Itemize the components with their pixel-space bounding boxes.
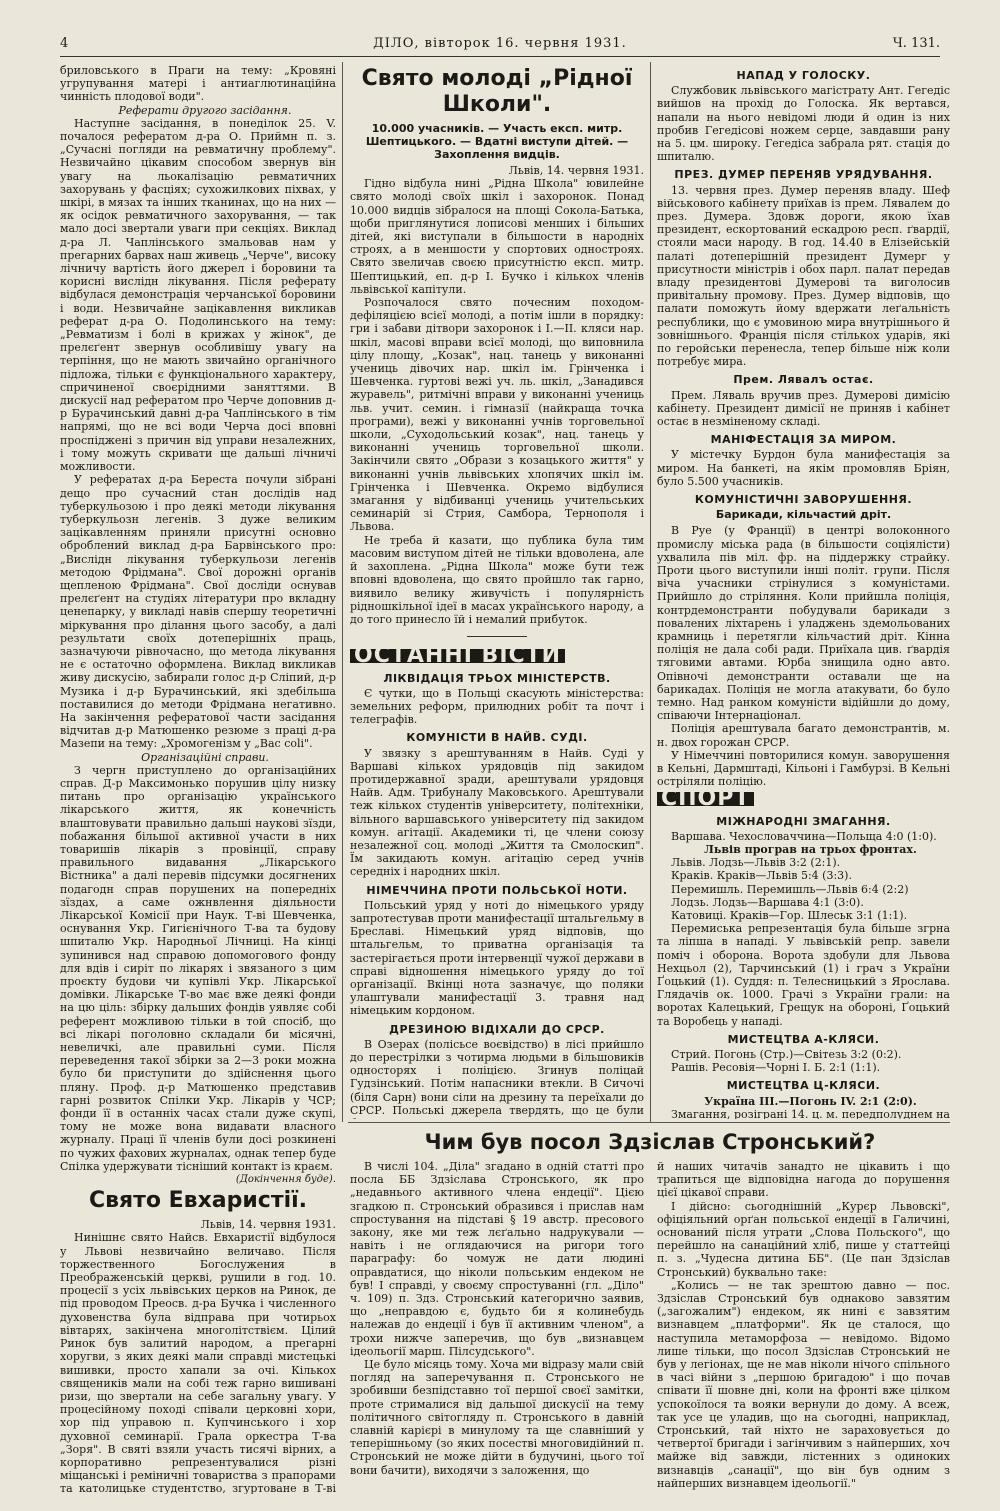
last-news-title: ОСТАННІ ВІСТИ <box>350 649 565 662</box>
bottom-para-5: „Колись — не так зрештою давно — пос. Здзіслав Стронський був однаково завзятим („загожалим") ендеком, як нині є завзятим визнавцем „платформи". Як це сталося, що наступила метаморфоза — невідомо. Відомо лише тільки, що посол Здзіслав Стронський не був у легіонах, ще не мав ніколи нічого спільного в часі війни з „першою бригадою" і що почав співати її шовне дні, коли на фронті вже цілком успокоїлося та вояки вернули до дому. А всеж, так усе це уладив, що на сьогодні, наприклад, Стронський, тай ніхто не зараховується до четвертої бригади і загінчивим з найперших, хоч майже від завжди, лістенних з одиноких визнавців „санації", що він був одним з найперших визнавцем ідеольогії." <box>657 1278 950 1490</box>
champ-a-title: МИСТЕЦТВА А-КЛЯСИ. <box>727 1032 880 1046</box>
masthead-title: ДІЛО, вівторок 16. червня 1931. <box>373 36 627 51</box>
right-item-3-title: Прем. Лявалъ остає. <box>733 373 874 387</box>
bottom-para-1: В числі 104. „Діла" згадано в одній статті про посла ББ Здзіслава Стронського, як про „недавнього активного члена ендеції". Цією згадкою п. Стронський образився і прислав нам спростування на підставі § 19 австр. пресового закону, яке ми теж лєґально надрукували — навіть і не оглядаючися на ригори того параграфу: бо чомуж не дати людині оправдатися, що ніколи польським ендеком не був! І справді, у своєму спростуванні (гл. „Діло" ч. 109) п. Здз. Стронський категорично заявив, що „неправдою є, будьто би я колинебудь належав до ендеції і був її активним членом", а трохи нижче заперечив, що був „визнавцем ідеольогії марш. Пілсудського". <box>350 1160 644 1358</box>
bottom-col-2 <box>657 1160 950 1495</box>
masthead <box>60 34 940 57</box>
eucharist-dateline: Львів, 14. червня 1931. <box>200 1218 336 1232</box>
divider <box>350 629 644 642</box>
sport-line: Перемишль. Перемишль—Львів 6:4 (2:2) <box>671 882 909 896</box>
column-rule-1 <box>342 62 343 1122</box>
school-fest-title: Свято молоді „Рідної Школи". <box>361 66 633 117</box>
news-3-text: Польський уряд у ноті до німецького уряду запротестував проти манифестації штальгельму в Бреславі. Німецький уряд відповів, що штальгельм, то приватна організація та застерігається проти інтервенції чужої держави в справі відношення німецького уряду до тої організації. Вкінці нота зазначує, що поляки улаштували манифестації 3. травня над німецьким кордоном. <box>350 898 644 1018</box>
champ-a-line: Рашів. Ресовія—Чорні І. Б. 2:1 (1:1). <box>671 1061 881 1075</box>
congress-subheading: Реферати другого засідання. <box>118 103 292 117</box>
champ-a-line: Стрий. Погонь (Стр.)—Світезь 3:2 (0:2). <box>671 1048 902 1062</box>
sport-title: СПОРТ <box>657 792 754 805</box>
news-4-text: В Озерах (полісьсе воєвідство) в лісі прийшло до перестрілки з чотирма людьми в більшовиків односторях і поліцією. Згинув поліцай Гудзінський. Потім напасники втекли. В Сичочі (біля Сарн) вони сіли на дрезину та переїхали до СРСР. Польські джерела твердять, що це були <box>350 1037 644 1117</box>
middle-column <box>350 64 644 1119</box>
issue-number: Ч. 131. <box>892 36 940 51</box>
to-be-continued: (Докінчення буде). <box>235 1174 336 1186</box>
right-item-4-text: У містечку Бурдон була манифестація за миром. На банкеті, на якім промовляв Бріян, було 5.500 учасників. <box>657 448 950 488</box>
news-1-text: Є чутки, що в Польщі скасують міністерства: земельних реформ, прилюдних робіт та почт і телеграфів. <box>350 686 644 727</box>
sport-line: Варшава. Чехословаччина—Польща 4:0 (1:0). <box>671 829 937 843</box>
bottom-article-title: Чим був посол Здзіслав Стронський? <box>424 1130 876 1154</box>
sport-line: Львів програв на трьох фронтах. <box>704 842 917 856</box>
news-2-text: У звязку з арештуванням в Найв. Суді у Варшаві кількох урядовців під закидом протидержавної зради, арештували урядовця Найв. Адм. Трибуналу Маковського. Арештували теж кількох студентів університету, політехніки, вільного варшавського університету під закидом комун. агітації. Академики ті, це члени союзу незалежної соц. молоді „Життя та Смолоскип". Їм закидають комун. агітацію серед учнів середніх і народних шкіл. <box>350 746 644 879</box>
right-item-1-title: НАПАД У ГОЛОСКУ. <box>736 69 871 82</box>
sport-header <box>657 786 950 812</box>
congress-para-3: З чергн приступлено до організаційних справ. Д-р Максимонько порушив цілу низку питань про організацію українського лікарського життя, як конечність влаштовувати правильно дальші наукові зїзди, побажання більшої активної участи в них товаришів лікарів з провінції, справу правильного видавання „Лікарського Вістника" а далі перевів підсумки досягнених подагодн справ порушених на попередніх зїздах, а саме ожнвлення діяльности Лікарської Комісії при Наук. Т-ві Шевченка, оснування Укр. Гигієнічного Т-ва та будову шпиталю Укр. Народньої Лічниці. На кінці зупинився над справою допомогового фонду для вдів і сиріт по лікарях і звязаного з цим проєкту будови чи купівлі Укр. Лікарської домівки. Лікарське Т-во має вже деякі фонди на цю ціль: збірку дальших фондів уявляє собі референт можливою тільки в той спосіб, що всі лікарі поголовно складали би місячні, невеличкі, але правильні суми. Після переведення такої збірки за 2—3 роки можна було би приступити до здійснення цього пляну. Проф. д-р Матюшенко представив гарні розвиток Спілки Укр. Лікарів у ЧСР; фонди її в останніх часах стали дуже скупі, тому не може вона видавати власного журналу. Праці її членів були досі розкинені по чужих фахових журналах, однак тепер буде Спілка удержувати тісніший контакт із краєм. <box>60 763 336 1173</box>
right-column <box>657 64 950 1119</box>
school-fest-para-2: Розпочалося свято почесним походом-дефіляцією всієї молоді, а потім ішли в порядку: гри і забави дітвори захоронок і І.—ІІ. кляси нар. шкіл, масові вправи всієї молоді, що виповнила цілу площу, „Козак", нац. танець у виконанні учениць дівочих нар. шкіл ім. Грінченка і Шевченка. гуртові вежі уч. ль. шкіл, „Занадився журавель", ритмічні вправи у виконанні учениць льв. учит. семин. і гімназії (найкраща точка програми), вежі у виконанні учнів торговельної школи, „Суходольський козак", нац. танець у виконанні учениць торговельної школи. Закінчили свято „Образи з козацького життя" у виконанні учнів львівських хлопячих шкіл ім. Грінченка і Шевченка. Окремо відбулися змагання у відбиванці учениць учительських семинарій зі Стрия, Самбора, Тернополя і Львова. <box>350 296 644 534</box>
eucharist-text: Нинішнє свято Найсв. Евхаристії відбулося у Львові незвичайно величаво. Після торжественного Богослужения в Преображенській церкві, рушили в год. 10. процесії з усіх львівських церков на Ринок, де під проводом Преосв. д-ра Бучка і численного духовенства була відправа при чотирьох вівтарях, закінчена многолітствієм. Цілий Ринок був залитий народом, а прегарні хоругви, з яких деякі мали справді мистецькі вишивки, просто хапали за очі. Кількох священиків мали на собі теж гарно вишивані ризи, що звертали на себе загальну увагу. У процесійному поході співали церковні хори, хор під управою п. Купчинського і хор духовної семинарії. Грала оркестра Т-ва „Зоря". В святі взяли участь тисячі вірних, а корпоративно репрезентувалися різні міщанські і реміничні товариства з прапорами та католицьке студентство, згуртоване в Т-ві <box>60 1231 336 1494</box>
sport-line: Львів. Лодзь—Львів 3:2 (2:1). <box>671 856 841 870</box>
right-item-7-text: У Німеччині повторилися комун. заворушення в Кельні, Дармштаді, Кільоні і Гамбурзі. В Кельні остріляли поліцію. <box>657 748 950 789</box>
school-fest-para-1: Гідно відбула нині „Рідна Школа" ювилейне свято молоді своїх шкіл і захоронок. Понад 10.000 видців зібралося на площі Сокола-Батька, щоби приглянутися лописові менших і більших дітей, які виступали в більшости в народніх строях, а в меншости у спортових одностроях. Свято звеличав своєю присутністю експ. митр. Шептицький, еп. д-р І. Бучко і кількох членів львівської капітули. <box>350 177 644 296</box>
bottom-article-rule <box>348 1122 950 1123</box>
news-3-title: НІМЕЧЧИНА ПРОТИ ПОЛЬСЬКОЇ НОТИ. <box>366 883 628 897</box>
right-item-2-title: ПРЕЗ. ДУМЕР ПЕРЕНЯВ УРЯДУВАННЯ. <box>674 168 933 182</box>
bottom-para-4: І дійсно: сьогоднішній „Курєр Львовскі", офіціяльний орґан польської ендеції в Галичині, оснований після утрати „Слова Польского", що перейшло на санаційний хліб, пише у статтейці п. з. „Чудесна дитина ББ". (Це пан Здзіслав Стронський) буквально таке: <box>657 1199 950 1279</box>
column-rule-2 <box>650 62 651 1122</box>
congress-intro: бриловського в Праги на тему: „Кровяні угрупування матері і антиаглютинаційна чинність плодової води". <box>60 64 336 104</box>
org-heading: Організаційні справи. <box>141 750 269 764</box>
last-news-header <box>350 643 644 669</box>
school-fest-para-3: Не треба й казати, що публика була тим масовим виступом дітей не тільки вдоволена, але й захоплена. „Рідна Школа" може бути теж вповні вдоволена, що свято пройшло так гарно, виявило велику живучість і популярність рідношкільної ідеї в масах українського народу, а до того принесло їй і немалий прибуток. <box>350 533 644 626</box>
left-column <box>60 64 336 1494</box>
right-item-4-title: МАНІФЕСТАЦІЯ ЗА МИРОМ. <box>710 433 897 447</box>
right-item-1-text: Службовик львівського магістрату Ант. Гегедіс вийшов на прохід до Голоска. Як вертався, напали на нього невідомі люди й один із них пробив Гегедісові ножем серце, завдавши рану на 5. цм. широку. Гегедіса забрала рят. стація до шпиталю. <box>657 84 950 164</box>
sport-line: Катовиці. Краків—Гор. Шлеськ 3:1 (1:1). <box>671 908 908 922</box>
bottom-para-2: Це було місяць тому. Хоча ми відразу мали свій погляд на заперечування п. Стронського не зробивши безпідставно тої першої своєї замітки, проте стрималися від дальшої дискусії на тему політичного світогляду п. Стронського в давній славній карієрі в минулому та ще славніший у теперішньому (зо яких посестві многовидійний п. Стронський не може дійти в будучині, цього тої вони бачити), виходячи з заложення, що <box>350 1358 644 1477</box>
congress-para-1: Наступне засідання, в понеділок 25. V. почалося рефератом д-ра О. Приймн п. з. „Сучасні погляди на ревматичну проблему". Незвичайно цікавим способом звернув він увагу на льокалізацію ревматичних захорувань у фасціях; сухожилкових піхвах, у шкірі, в мязах та інших тканинах, що на них — як осідок ревматичного захорування, — так мало досі звертали уваги при секціях. Виклад д-ра Л. Чаплінського змальовав нам у прегарних барвах наш живець „Черче", високу лічничу вартість його джерел і боровини та корисні вислідн лікування. Після реферату відбулася демонстрація черчанської боровини і води. Незвичайне зацікавлення викликав реферат д-ра О. Подолинського на тему: „Ревматизм і болі в крижах у жінок", де прелєґент звернув особливішу увагу на терпіння, що не мають звичайно органічного підложа, тільки є функціонального характеру, спричиненої своєрідними заняттями. В дискусії над рефератом про Черче доповнив д-р Бурачинський давні д-ра Чаплінського в тім напрямі, що не всі води Черча досі вповні проспіджені з причин від управи незалежних, і тому можуть скривати ще дальші лічничі можливости. <box>60 116 336 474</box>
news-4-title: ДРЕЗИНОЮ ВІДІХАЛИ ДО СРСР. <box>389 1022 605 1036</box>
sport-text: Перемиська репрезентація була більше згрна та ліпша в нападі. У львівській репр. завели поміч і оборона. Ворота здобули для Львова Нехцьол (2), Тарчинський (1) і грач з України Ґоцький (1). Суддя: п. Телесницький з Ярослава. Глядачів ок. 1000. Грачі з України грали: на воротах Калецький, Грещук на обороні, Ґоцький та Воробець у нападі. <box>657 922 950 1028</box>
sport-line: Лодзь. Лодзь—Варшава 4:1 (3:0). <box>671 895 864 909</box>
bottom-col-1 <box>350 1160 644 1495</box>
champ-c-line: Змагання, розіграні 14. ц. м. передполуднем на <box>671 1107 950 1119</box>
sport-heading: МІЖНАРОДНІ ЗМАГАННЯ. <box>716 814 891 828</box>
champ-c-title: МИСТЕЦТВА Ц-КЛЯСИ. <box>726 1079 881 1093</box>
right-item-5-title: КОМУНІСТИЧНІ ЗАВОРУШЕННЯ. <box>694 493 913 507</box>
sport-line: Краків. Краків—Львів 5:4 (3:3). <box>671 869 852 883</box>
school-fest-subtitle: 10.000 учасників. — Участь експ. митр. Шептицького. — Вдатні виступи дітей. — Захоплення видців. <box>365 122 629 161</box>
news-2-title: КОМУНІСТИ В НАЙВ. СУДІ. <box>406 731 588 745</box>
page-number: 4 <box>60 36 69 51</box>
right-item-6-text: Поліція арештувала багато демонстрантів, м. н. двох горожан СРСР. <box>657 722 950 749</box>
right-item-5-subtitle: Барикади, кільчастий дріт. <box>715 508 892 522</box>
right-item-3-text: Прем. Ляваль вручив през. Думерові димісію кабінету. Президент димісії не приняв і кабінет остає в незміненому складі. <box>657 388 950 429</box>
right-item-2-text: 13. червня през. Думер переняв владу. Шеф військового кабінету приїхав із прем. Лявалем до през. Думера. Здовж дороги, якою їхав президент, ескортований ескадрою респ. ґвардії, стояли маси народу. В год. 14.40 в Елізейській палаті дотеперішній президент Думерг у присутности міністрів і обох парл. палат передав владу президентові Думерові та виголосив привітальну промову. През. Думер відповів, що палати поможуть йому вдержати леґальність республики, що є умовиною мира внутрішнього й зовнішнього. Франція після стількох ударів, які по геройськи перенесла, тепер більше ніж коли потребує мира. <box>657 183 950 369</box>
right-item-5-text: В Руе (у Франції) в центрі волоконного промислу міська рада (в більшости соціялісти) ухвалила пів міл. фр. на піддержку страйку. Проти цього виступили інші політ. групи. Після віча учасники стрінулися з комуністами. Прийшло до стріляння. Коли прийшла поліція, контрдемонстранти побудували барикади з повалених ліхтарень і уладжень здемольованих крамниць і перетягли кільчастий дріт. Кінна поліція не дала собі ради. Приїхала цив. ґвардія тяговими автами. Юрба знищила одно авто. Опівночі демонстранти оставали ще на барикадах. Поліція не могла атакувати, бо було темно. Над ранком комуністи відійшли до дому, співаючи Інтернаціонал. <box>657 524 950 723</box>
news-1-title: ЛІКВІДАЦІЯ ТРЬОХ МІНІСТЕРСТВ. <box>383 671 611 685</box>
bottom-para-3: й наших читачів занадто не цікавить і що трапиться ще відповідна нагода до порушення цієї цікавої справи. <box>657 1160 950 1200</box>
school-fest-dateline: Львів, 14. червня 1931. <box>508 164 644 177</box>
champ-c-line: Україна ІІІ.—Погонь IV. 2:1 (2:0). <box>704 1094 917 1108</box>
eucharist-title: Свято Евхаристії. <box>88 1188 308 1214</box>
congress-para-2: У рефератах д-ра Береста почули зібрані дещо про сучасний стан дослідів над туберкульозою і про деякі методи лікування туберкульозн легенів. З дуже великим зацікавленням приняли присутні основно оброблений виклад д-ра Барвінського про: „Вислідн лікування туберкульози легенів методою Фрідмана". Свої дорожні органів щепленою Фрідмана". Свої досліди оснував прелєґент на студіях літератури про вкладну ценепарку, у викладі навів спершу теоретичні міркування про ділання цього засобу, а далі результати своїх дотеперішніх праць, зазначуючи рівночасно, що метода лікування не є остаточно оформлена. Виклад викликав живу дискусію, забирали голос д-р Сліпий, д-р Музика і д-р Бурачинський, які здебільша поставилися до методи Фрідмана негативно. На закінчення рефератової части засідання відчитав д-р Матюшенко резюме з праці д-ра Мазепи на тему: „Хромогенізм у „Вас соlі". <box>60 473 336 751</box>
